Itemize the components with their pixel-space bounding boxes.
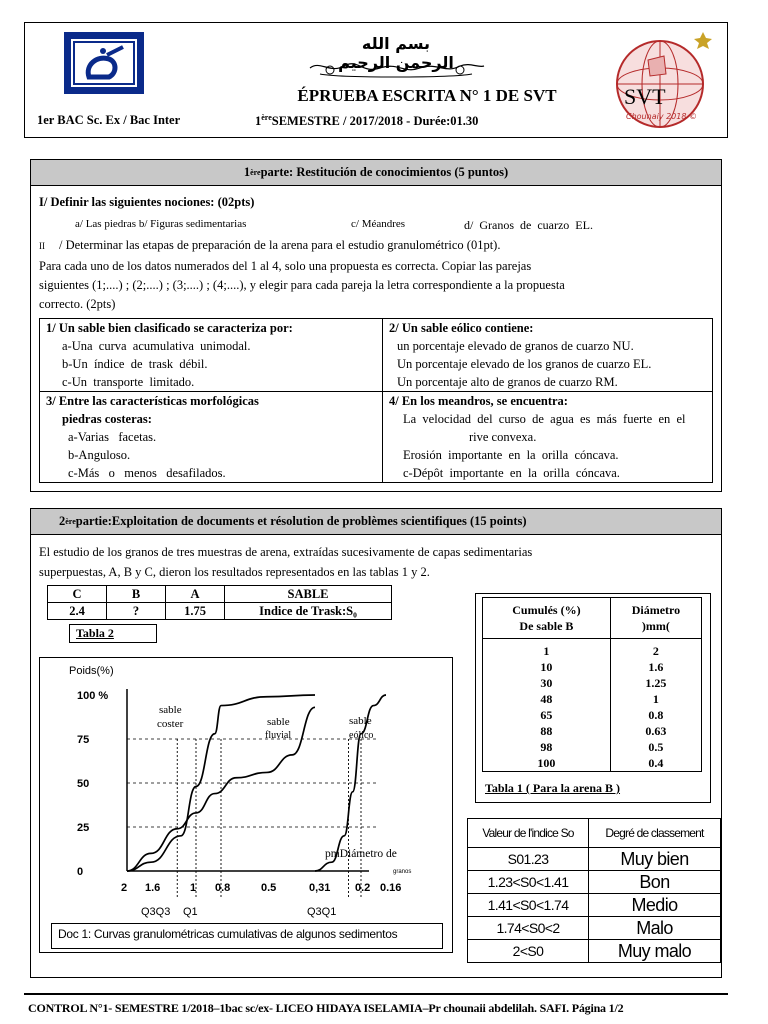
svt-logo-text: SVT	[624, 84, 666, 109]
q1-title: I/ Definir las siguientes nociones: (02pts)	[39, 195, 255, 209]
classification-table: Valeur de l'indice So Degré de classement S01.23 Muy bien 1.23<S0<1.41 Bon 1.41<S0<1.74 Medio 1.74<S0<2 Malo 2<S0 Muy malo	[467, 818, 721, 963]
classification-row	[468, 917, 721, 940]
mcq-3: 3/ Entre las características morfológicas piedras costeras: a-Varias facetas. b-Anguloso. c-Más o menos desafilados.	[40, 392, 383, 483]
doc1-caption: Doc 1: Curvas granulométricas cumulativas de algunos sedimentos	[51, 923, 443, 949]
classification-row	[468, 894, 721, 917]
part2-intro2: superpuestas, A, B y C, dieron los resultados representados en las tablas 1 y 2.	[39, 565, 430, 579]
classification-row	[468, 848, 721, 871]
y-tick-label: 0	[77, 866, 84, 878]
y-tick-label: 50	[77, 778, 90, 790]
table1-cell-diameter: 0.8	[648, 708, 664, 722]
classification-value: S01.23	[468, 848, 589, 871]
table1-cell-cumulative: 88	[483, 723, 611, 739]
semester-sup: ère	[261, 113, 272, 122]
table1-header-diametro: Diámetro )mm(	[610, 598, 701, 639]
school-logo	[63, 31, 145, 95]
table1-caption: Tabla 1 ( Para la arena B )	[485, 781, 621, 795]
footer-rule	[24, 993, 728, 995]
mcq-table	[39, 318, 713, 483]
x-tick-label: 0,31	[309, 882, 331, 894]
table1-cell-cumulative: 98	[483, 739, 611, 755]
table1-cell-cumulative: 48	[483, 691, 611, 707]
semester-num: 1	[255, 114, 262, 129]
table1-cell-diameter: 0.4	[648, 756, 664, 770]
table1	[482, 597, 702, 772]
part2-box	[30, 508, 722, 978]
classification-row	[468, 940, 721, 963]
table1-cell-diameter: 0.5	[648, 740, 664, 754]
q1-d: d/ Granos de cuarzo EL.	[464, 218, 593, 232]
x-tick-label: 0.5	[261, 882, 277, 894]
quartile-label-2: Q1	[183, 906, 198, 918]
series-label-fluvial2: fluvial	[265, 730, 292, 741]
table2: C B A SABLE 2.4 ? 1.75 Indice de Trask:S₀	[47, 585, 392, 620]
classification-row	[468, 871, 721, 894]
semester-line	[255, 113, 478, 129]
part2-title: 2 ère partie:Exploitation de documents et résolution de problèmes scientifiques (15 points)	[31, 509, 721, 535]
table1-row	[483, 707, 702, 723]
classification-value: 1.74<S0<2	[468, 917, 589, 940]
quartile-label-3: Q3Q1	[307, 906, 337, 918]
q1-a: a/ Las piedras b/ Figuras sedimentarias	[75, 218, 247, 230]
series-label-fluvial: sable	[267, 716, 290, 728]
table1-cell-diameter: 1.6	[648, 660, 664, 674]
series-label-coster2: coster	[157, 718, 184, 730]
x-tick-label: 1.6	[145, 882, 161, 894]
svt-logo-caption: Chounaiy 2018 ©	[626, 112, 697, 121]
instruction-line3: correcto. (2pts)	[39, 297, 116, 311]
series-label-eolico2: eólico	[349, 730, 374, 741]
series-label-coster: sable	[159, 704, 182, 716]
arabic-title: بسم الله الرحمن الرحيم	[338, 34, 454, 72]
classification-degree: Medio	[589, 894, 721, 917]
x-tick-label: 1	[190, 882, 197, 894]
table1-cell-cumulative: 10	[483, 659, 611, 675]
svt-logo	[608, 28, 718, 132]
mcq-2: 2/ Un sable eólico contiene: un porcentaje elevado de granos de cuarzo NU. Un porcentaje elevado de los granos de cuarzo EL. Un porcentaje alto de granos de cuarzo RM.	[383, 319, 713, 392]
q2-prefix: II	[39, 241, 45, 251]
table1-cell-diameter: 2	[652, 644, 659, 658]
mcq-4: 4/ En los meandros, se encuentra: La velocidad del curso de agua es más fuerte en el rive convexa. Erosión importante en la orilla cóncava. c-Dépôt importante en la orilla cóncava.	[383, 392, 713, 483]
semester-text: SEMESTRE / 2017/2018 - Durée:01.30	[271, 114, 479, 129]
table1-cell-diameter: 1.25	[645, 676, 667, 690]
part1-box	[30, 159, 722, 492]
mcq-1: 1/ Un sable bien clasificado se caracteriza por: a-Una curva acumulativa unimodal. b-Un índice de trask débil. c-Un transporte limitado.	[40, 319, 383, 392]
y-tick-label: 25	[77, 822, 90, 834]
class-level: 1er BAC Sc. Ex / Bac Inter	[37, 113, 181, 127]
q1-c: c/ Méandres	[351, 218, 406, 230]
classification-degree: Bon	[589, 871, 721, 894]
exam-title: ÉPRUEBA ESCRITA N° 1 DE SVT	[297, 86, 557, 105]
classification-value: 1.23<S0<1.41	[468, 871, 589, 894]
footer-text: CONTROL N°1- SEMESTRE 1/2018–1bac sc/ex- LICEO HIDAYA ISELAMIA–Pr chounaii abdelilah. SAFI. Página 1/2	[28, 1001, 624, 1015]
part1-title: 1 ère parte: Restitución de conocimientos (5 puntos)	[31, 160, 721, 186]
table1-cell-cumulative: 65	[483, 707, 611, 723]
arabic-calligraphy	[300, 34, 490, 84]
table1-row	[483, 639, 702, 660]
instruction-line1: Para cada uno de los datos numerados del 1 al 4, solo una propuesta es correcta. Copiar las parejas	[39, 259, 532, 273]
table1-row	[483, 675, 702, 691]
table1-row	[483, 755, 702, 772]
table1-row	[483, 691, 702, 707]
table1-header-cumules: Cumulés (%) De sable B	[483, 598, 611, 639]
table1-row	[483, 723, 702, 739]
doc1-chart	[39, 657, 453, 953]
classification-degree: Muy bien	[589, 848, 721, 871]
part2-intro1: El estudio de los granos de tres muestras de arena, extraídas sucesivamente de capas sedimentarias	[39, 545, 533, 559]
chart-xlabel-2: granos	[393, 869, 412, 875]
x-tick-label: 2	[121, 882, 128, 894]
y-tick-label: 100 %	[77, 690, 109, 702]
x-tick-label: 0.8	[215, 882, 231, 894]
table1-cell-cumulative: 1	[483, 639, 611, 660]
table1-row	[483, 659, 702, 675]
school-logo-icon	[63, 31, 145, 95]
x-tick-label: 0.2	[355, 882, 371, 894]
instruction-line2: siguientes (1;....) ; (2;....) ; (3;....) ; (4;....), y elegir para cada pareja la letra correspondiente a la propuesta	[39, 278, 565, 292]
q2-line	[39, 238, 500, 253]
table2-caption: Tabla 2	[69, 624, 157, 643]
table1-cell-diameter: 0.63	[645, 724, 667, 738]
x-tick-label: 0.16	[380, 882, 402, 894]
classification-value: 1.41<S0<1.74	[468, 894, 589, 917]
classification-degree: Malo	[589, 917, 721, 940]
table1-cell-cumulative: 100	[483, 755, 611, 772]
q2-text: / Determinar las etapas de preparación de la arena para el estudio granulométrico (01pt).	[59, 238, 501, 252]
series-label-eolico: sable	[349, 715, 372, 727]
table1-cell-diameter: 1	[652, 692, 659, 706]
table1-cell-cumulative: 30	[483, 675, 611, 691]
classification-value: 2<S0	[468, 940, 589, 963]
chart-xlabel: pmDiámetro de	[325, 848, 397, 860]
classification-degree: Muy malo	[589, 940, 721, 963]
y-tick-label: 75	[77, 734, 90, 746]
chart-ylabel: Poids(%)	[69, 665, 114, 677]
table1-row	[483, 739, 702, 755]
quartile-label-1: Q3Q3	[141, 906, 171, 918]
